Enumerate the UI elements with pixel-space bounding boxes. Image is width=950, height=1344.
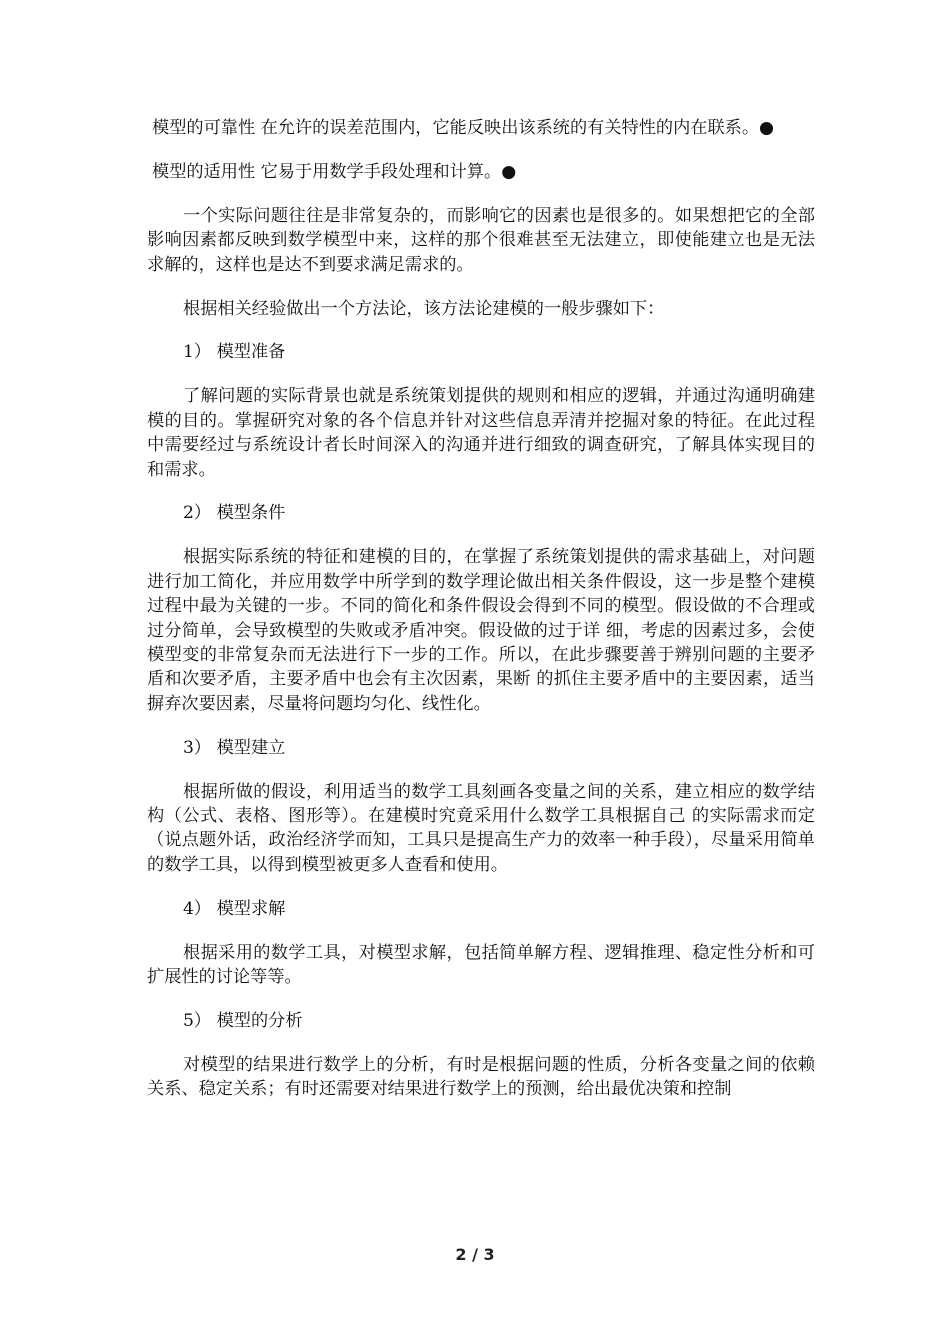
- paragraph-methodology: 根据相关经验做出一个方法论，该方法论建模的一般步骤如下：: [183, 298, 665, 319]
- heading-step-2: 2） 模型条件: [183, 503, 286, 524]
- heading-step-5: 5） 模型的分析: [183, 1010, 303, 1031]
- paragraph-step-1: 了解问题的实际背景也就是系统策划提供的规则和相应的逻辑，并通过沟通明确建模的目的。掌握研究对象的各个信息并针对这些信息弄清并挖掘对象的特征。在此过程中需要经过与系统设计者长时间深入的沟通并进行细致的调查研究，了解具体实现目的和需求。: [147, 386, 815, 480]
- paragraph-reliability: 模型的可靠性 在允许的误差范围内，它能反映出该系统的有关特性的内在联系。●: [152, 118, 775, 138]
- page-number: 2 / 3: [455, 1245, 495, 1264]
- heading-step-3: 3） 模型建立: [183, 737, 286, 758]
- heading-step-4: 4） 模型求解: [183, 898, 286, 919]
- document-body: [147, 116, 815, 1102]
- paragraph-step-3: 根据所做的假设，利用适当的数学工具刻画各变量之间的关系，建立相应的数学结构（公式、表格、图形等）。在建模时究竟采用什么数学工具根据自己 的实际需求而定（说点题外话，政治经济学而知，工具只是提高生产力的效率一种手段），尽量采用简单的数学工具，以得到模型被更多人查看和使用。: [147, 781, 815, 875]
- paragraph-complexity: 一个实际问题往往是非常复杂的，而影响它的因素也是很多的。如果想把它的全部影响因素都反映到数学模型中来，这样的那个很难甚至无法建立，即使能建立也是无法求解的，这样也是达不到要求满足需求的。: [147, 205, 815, 275]
- paragraph-applicability: 模型的适用性 它易于用数学手段处理和计算。●: [152, 161, 517, 182]
- heading-step-1: 1） 模型准备: [183, 342, 286, 363]
- paragraph-step-5: 对模型的结果进行数学上的分析，有时是根据问题的性质，分析各变量之间的依赖关系、稳定关系；有时还需要对结果进行数学上的预测，给出最优决策和控制: [147, 1054, 815, 1100]
- paragraph-step-4: 根据采用的数学工具，对模型求解，包括简单解方程、逻辑推理、稳定性分析和可扩展性的讨论等等。: [147, 942, 815, 988]
- paragraph-step-2: 根据实际系统的特征和建模的目的，在掌握了系统策划提供的需求基础上，对问题进行加工简化，并应用数学中所学到的数学理论做出相关条件假设，这一步是整个建模过程中最为关键的一步。不同的简化和条件假设会得到不同的模型。假设做的不合理或过分简单，会导致模型的失败或矛盾冲突。假设做的过于详 细，考虑的因素过多，会使模型变的非常复杂而无法进行下一步的工作。所以，在此步骤要善于辨别问题的主要矛盾和次要矛盾，主要矛盾中也会有主次因素，果断 的抓住主要矛盾中的主要因素，适当摒弃次要因素，尽量将问题均匀化、线性化。: [147, 547, 815, 714]
